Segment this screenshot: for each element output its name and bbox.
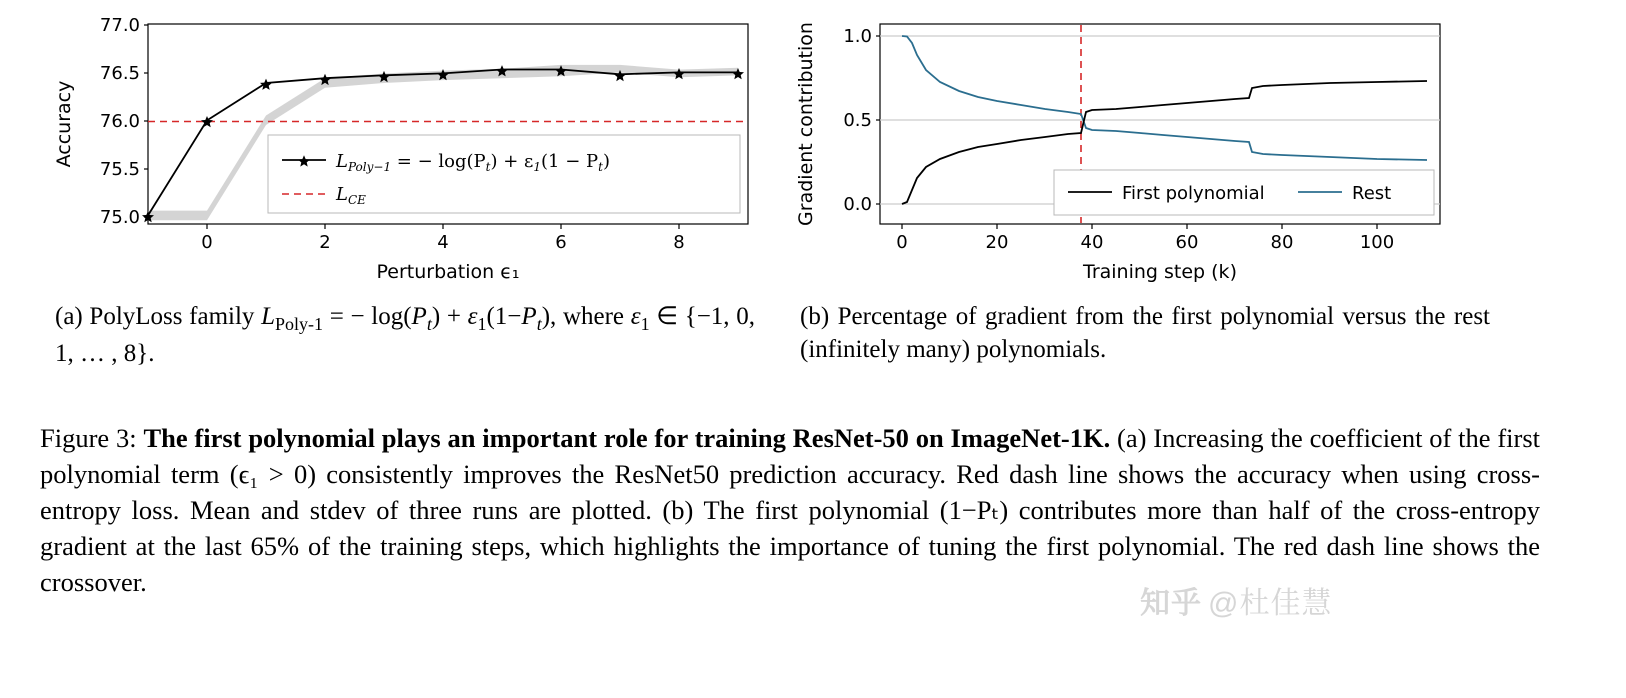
panel-b-xlabel: Training step (k)	[1083, 261, 1237, 283]
panel-a-xtick-2: 4	[437, 232, 449, 253]
panel-a-ytick-3: 76.5	[99, 63, 140, 84]
panel-a-ytick-0: 75.0	[99, 207, 140, 228]
panel-b-xtick-1: 20	[985, 232, 1009, 253]
panel-b-svg	[790, 10, 1490, 290]
panel-b-xtick-3: 60	[1175, 232, 1199, 253]
panel-a-svg	[40, 10, 780, 290]
zhihu-logo-icon: 知乎	[1140, 587, 1202, 620]
panel-a-ytick-2: 76.0	[99, 111, 140, 132]
panel-a-xtick-1: 2	[319, 232, 331, 253]
panel-a-xlabel: Perturbation ϵ₁	[376, 261, 520, 283]
panel-b-xtick-4: 80	[1270, 232, 1294, 253]
panel-b-xtick-2: 40	[1080, 232, 1104, 253]
panel-a-ylabel: Accuracy	[53, 80, 75, 168]
panel-a-legend	[268, 135, 740, 213]
panel-a-ytick-1: 75.5	[99, 159, 140, 180]
panel-a-ytick-4: 77.0	[99, 15, 140, 36]
panel-a-ytick-marks	[144, 25, 148, 217]
figure-body: (a) Increasing the coefficient of the first polynomial term (ϵ₁ > 0) consistently improves the ResNet50 prediction accuracy. Red dash line shows the accuracy when using cross-entropy loss. Mean and stdev of three runs are plotted. (b) The first polynomial (1−Pₜ) contributes more than half of the cross-entropy gradient at the last 65% of the training steps, which highlights the importance of tuning the first polynomial. The red dash line shows the crossover.	[40, 423, 1541, 598]
panel-a-xtick-3: 6	[555, 232, 567, 253]
panel-b-legend-label-first: First polynomial	[1122, 183, 1265, 204]
panel-a-xtick-0: 0	[201, 232, 213, 253]
panel-b-ytick-2: 1.0	[843, 26, 872, 47]
panel-a-legend-label-poly: $L_{Poly-1}$ = − $\log(P_t) + \varepsilon_1(1 - P_t)$	[336, 151, 610, 174]
panel-b-ytick-0: 0.0	[843, 194, 872, 215]
chart-panel-a	[40, 10, 780, 290]
watermark-text: @杜佳慧	[1208, 587, 1333, 620]
panel-a-xtick-marks	[207, 224, 679, 229]
chart-panel-b	[790, 10, 1490, 290]
panel-b-xtick-marks	[902, 224, 1377, 229]
figure-bold-title: The first polynomial plays an important role for training ResNet-50 on ImageNet-1K.	[143, 423, 1111, 453]
panel-a-legend-label-ce: $L_{CE}$	[336, 184, 366, 207]
subcaption-a: (a) PolyLoss family $L_{Poly-1}$ = − $\log(P_t) + \varepsilon_1(1-P_t)$, where $\varepsilon_1$ ∈ {−1, 0, 1, … , 8}.	[55, 303, 755, 367]
panel-b-legend	[1054, 170, 1434, 215]
panel-b-legend-label-rest: Rest	[1352, 183, 1392, 204]
panel-b-ytick-1: 0.5	[843, 110, 872, 131]
subcaption-b: (b) Percentage of gradient from the first polynomial versus the rest (infinitely many) polynomials.	[800, 303, 1490, 363]
panel-b-xtick-0: 0	[896, 232, 908, 253]
panel-a-xtick-4: 8	[673, 232, 685, 253]
figure-caption	[40, 420, 1540, 600]
figure-number: Figure 3:	[40, 423, 137, 453]
panel-b-xtick-5: 100	[1359, 232, 1395, 253]
panel-b-ylabel: Gradient contribution	[795, 22, 817, 226]
